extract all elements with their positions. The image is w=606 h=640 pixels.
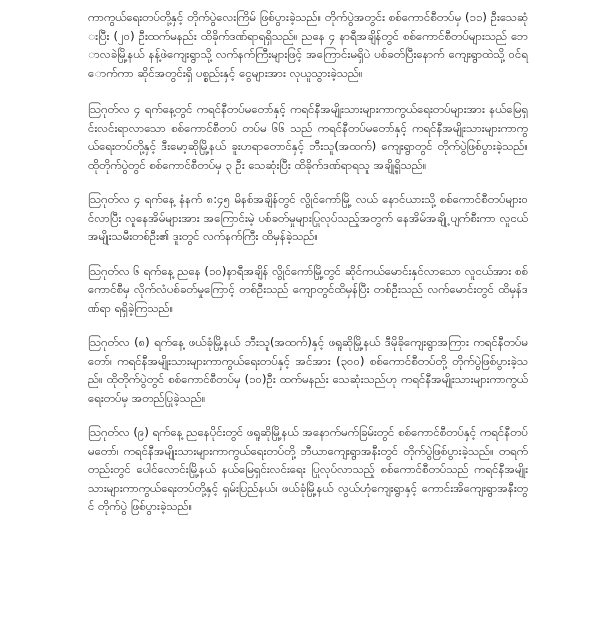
paragraph-6: ဩဂုတ်လ (၉) ရက်နေ့ ညနေပိုင်းတွင် ဖရူဆိုမြို့နယ် အနောက်မက်ခြမ်းတွင် စစ်ကောင်စီတပ်နှင့် ကရင်နီတပ်မတော်၊ ကရင်နီအမျိုးသားများကာကွယ်ရေးတပ်တို့ ဘီယာကျေးရွာအနီးတွင် တိုက်ပွဲဖြစ်ပွားခဲ့သည်။ တရက်တည်းတွင် ပေါင်လောင်းမြို့နယ် နယ်မြေရှင်းလင်းရေး ပြုလုပ်လာသည့် စစ်ကောင်စီတပ်သည် ကရင်နီအမျိုးသားများကာကွယ်ရေးတပ်တို့နှင့် ရှမ်းပြည်နယ်၊ ဖယ်ခုံမြို့နယ် လွယ်ဟုံကျေးရွာနှင့် ကောင်းအိကျေးရွာအနီးတွင် တိုက်ပွဲ ဖြစ်ပွားခဲ့သည်။ <box>88 425 528 513</box>
paragraph-2: ဩဂုတ်လ ၄ ရက်နေ့တွင် ကရင်နီတပ်မတော်နှင့် ကရင်နီအမျိုးသားများကာကွယ်ရေးတပ်များအား နယ်မြေရှင်းလင်းရာလာသော စစ်ကောင်စီတပ် တပ်မ ၆၆ သည် ကရင်နီတပ်မတော်နှင့် ကရင်နီအမျိုးသားများကာကွယ်ရေးတပ်တို့နှင့် ဒီးမော့ဆိုမြို့နယ် ခူးဟရာတောင်နှင့် ဘီးသူ(အထက်) ကျေးရွာတွင် တိုက်ပွဲဖြစ်ပွားခဲ့သည်။ ထိုတိုက်ပွဲတွင် စစ်ကောင်စီတပ်မှ ၃ ဦး သေဆုံးပြီး ထိခိုက်ဒဏ်ရာရသူ အချို့ရှိသည်။ <box>88 102 528 172</box>
paragraph-4: ဩဂုတ်လ ၆ ရက်နေ့ ညနေ (၁၀)နာရီအချိန် လွိုင်ကော်မြို့တွင် ဆိုင်ကယ်မောင်းနှင်လာသော လူငယ်အား စစ်ကောင်စီမှ လိုက်လံပစ်ခတ်မှုကြောင့် တစ်ဦးသည် ကျောတွင်ထိမှန်ပြီး တစ်ဦးသည် လက်မောင်းတွင် ထိမှန်ဒဏ်ရာ ရရှိခဲ့ကြသည်။ <box>88 263 528 315</box>
paragraph-5: ဩဂုတ်လ (၈) ရက်နေ့ ဖယ်ခုံမြို့နယ် ဘီးသူ(အထက်)နှင့် ဖရူဆိုမြို့နယ် ဒီမိုခိုကျေးရွာအကြား ကရင်နီတပ်မတော်၊ ကရင်နီအမျိုးသားများကာကွယ်ရေးတပ်နှင့် အင်အား (၃၀၀) စစ်ကောင်စီတပ်တို့ တိုက်ပွဲဖြစ်ပွားခဲ့သည်။ ထိုတိုက်ပွဲတွင် စစ်ကောင်စီတပ်မှ (၁၀)ဦး ထက်မနည်း သေဆုံးသည်ဟု ကရင်နီအမျိုးသားများကာကွယ်ရေးတပ်မှ အတည်ပြုခဲ့သည်။ <box>88 335 528 405</box>
paragraph-3: ဩဂုတ်လ ၄ ရက်နေ့ နံနက် ၈:၄၅ မိနစ်အချိန်တွင် လွိုင်ကော်မြို့ လယ် နောင်ယားသို့ စစ်ကောင်စီတပ်များဝင်လာပြီး လူနေအိမ်များအား အကြောင်းမဲ့ ပစ်ခတ်မှုများပြုလုပ်သည့်အတွက် နေအိမ်အချို့ ပျက်စီးကာ လူငယ်အမျိုးသမီးတစ်ဦး၏ ဒူးတွင် လက်နက်ကြီး ထိမှန်ခဲ့သည်။ <box>88 192 528 243</box>
document-page <box>88 8 528 532</box>
paragraph-1: ကာကွယ်ရေးတပ်တို့နှင့် တိုက်ပွဲလေးကြိမ် ဖြစ်ပွားခဲ့သည်။ တိုက်ပွဲအတွင်း စစ်ကောင်စီတပ်မှ (၁၁) ဦးသေဆုံးပြီး (၂၀) ဦးထက်မနည်း ထိခိုက်ဒဏ်ရာရရှိသည်။ ညနေ ၄ နာရီအချိန်တွင် စစ်ကောင်စီတပ်များသည် ဘောလခဲမြို့နယ် နန့်ဖဲကျေးရွာသို့ လက်နက်ကြီးများဖြင့် အကြောင်းမရှိပဲ ပစ်ခတ်ပြီးနောက် ကျေးရွာထဲသို့ ဝင်ရောက်ကာ ဆိုင်အတွင်းရှိ ပစ္စည်းနှင့် ငွေများအား လုယူသွားခဲ့သည်။ <box>88 10 528 80</box>
